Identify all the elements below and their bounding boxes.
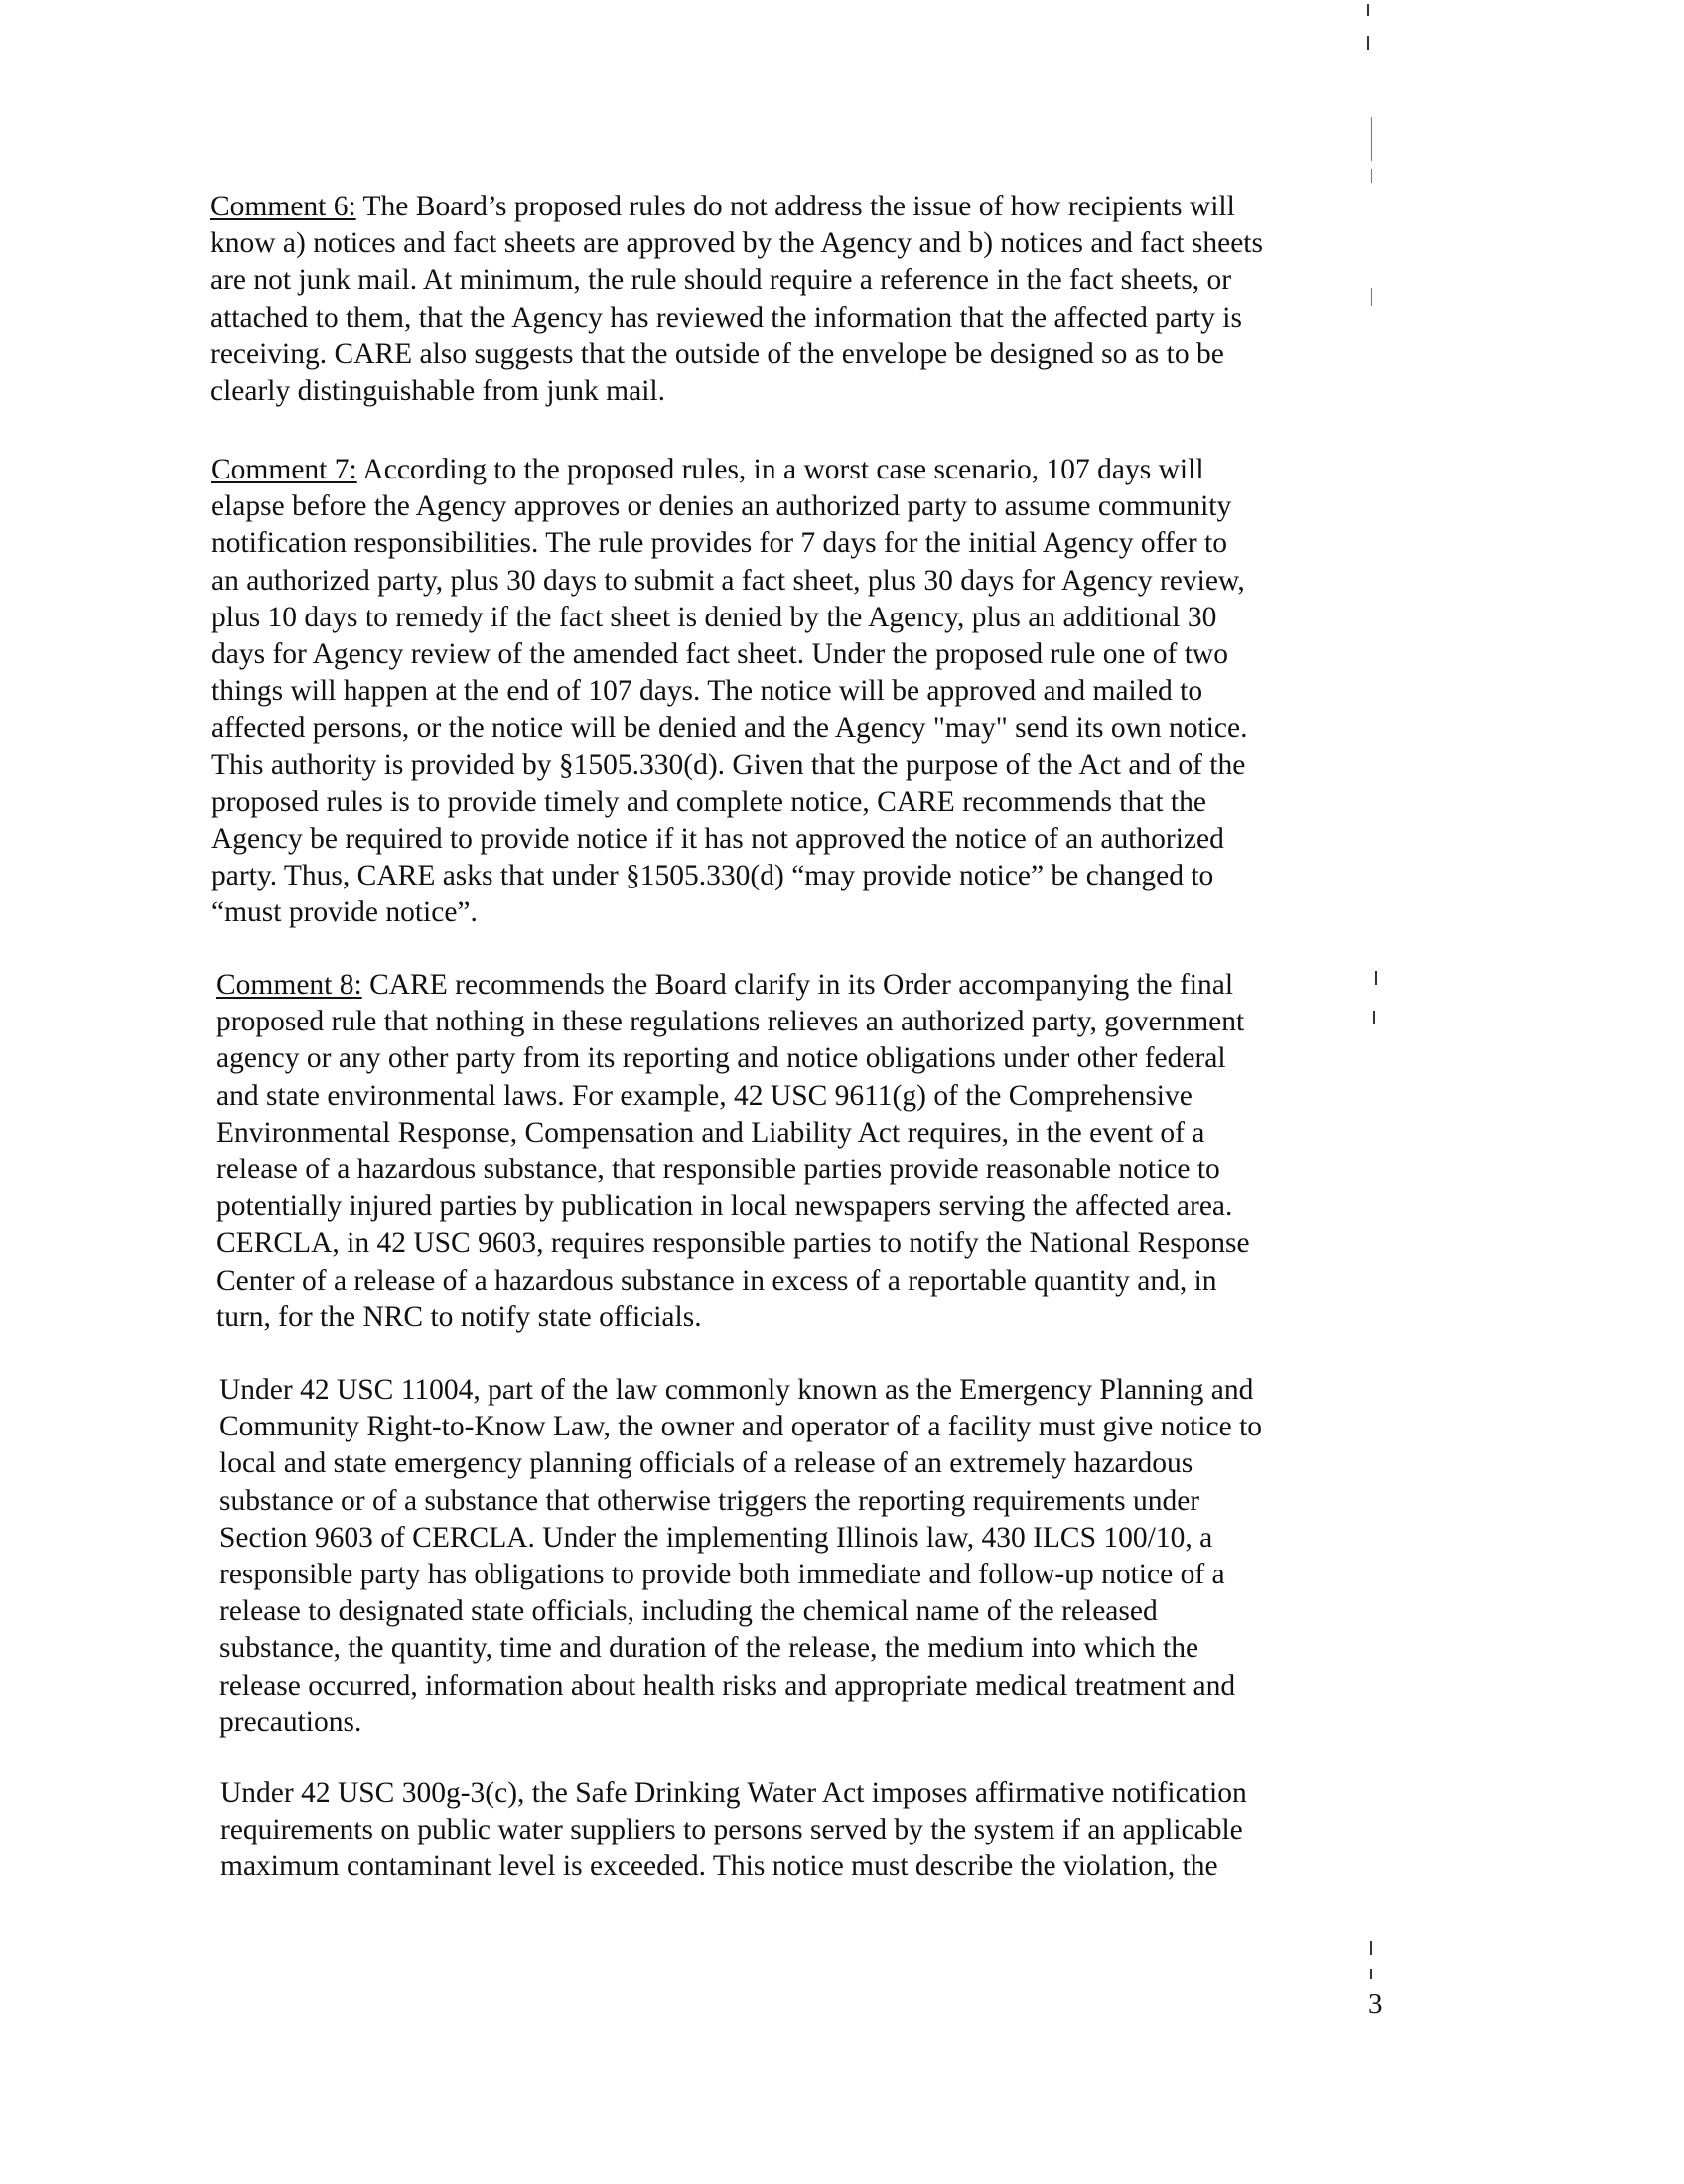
comment-7-paragraph (211, 452, 1398, 932)
page-number: 3 (1368, 1988, 1383, 2020)
comment-8-heading: Comment 8: (216, 969, 362, 1001)
comment-7-body: According to the proposed rules, in a worst case scenario, 107 days will elapse before the Agency approves or denies an authorized party to assume community notification responsibilities. The rule provides for 7 days for the initial Agency offer to an authorized party, plus 30 days to submit a fact sheet, plus 30 days for Agency review, plus 10 days to remedy if the fact sheet is denied by the Agency, plus an additional 30 days for Agency review of the amended fact sheet. Under the proposed rule one of two things will happen at the end of 107 days. The notice will be approved and mailed to affected persons, or the notice will be denied and the Agency "may" send its own notice. This authority is provided by §1505.330(d). Given that the purpose of the Act and of the proposed rules is to provide timely and complete notice, CARE recommends that the Agency be required to provide notice if it has not approved the notice of an authorized party. Thus, CARE asks that under §1505.330(d) “may provide notice” be changed to “must provide notice”. (211, 454, 1248, 929)
comment-7-heading: Comment 7: (211, 454, 357, 485)
scan-mark (1370, 1969, 1372, 1979)
scan-mark (1371, 169, 1372, 183)
comment-6-heading: Comment 6: (210, 191, 356, 222)
comment-6-paragraph (210, 189, 1397, 410)
scan-mark (1367, 4, 1369, 16)
usc-300g-paragraph: Under 42 USC 300g-3(c), the Safe Drinking Water Act imposes affirmative notification requirements on public water suppliers to persons served by the system if an applicable maximum contaminant level is exceeded. This notice must describe the violation, the (220, 1777, 1247, 1883)
scan-mark (1370, 1941, 1372, 1955)
comment-6-body: The Board’s proposed rules do not address the issue of how recipients will know a) notices and fact sheets are approved by the Agency and b) notices and fact sheets are not junk mail. At minimum, the rule should require a reference in the fact sheets, or attached to them, that the Agency has reviewed the information that the affected party is receiving. CARE also suggests that the outside of the envelope be designed so as to be clearly distinguishable from junk mail. (210, 191, 1263, 408)
scan-mark (1371, 117, 1372, 161)
comment-8-body: CARE recommends the Board clarify in its Order accompanying the final proposed rule that nothing in these regulations relieves an authorized party, government agency or any other party from its reporting and notice obligations under other federal and state environmental laws. For example, 42 USC 9611(g) of the Comprehensive Environmental Response, Compensation and Liability Act requires, in the event of a release of a hazardous substance, that responsible parties provide reasonable notice to potentially injured parties by publication in local newspapers serving the affected area. CERCLA, in 42 USC 9603, requires responsible parties to notify the National Response Center of a release of a hazardous substance in excess of a reportable quantity and, in turn, for the NRC to notify state officials. (216, 969, 1250, 1333)
scan-mark (1367, 36, 1369, 50)
comment-8-paragraph (216, 967, 1403, 1336)
usc-11004-paragraph: Under 42 USC 11004, part of the law commonly known as the Emergency Planning and Community Right-to-Know Law, the owner and operator of a facility must give notice to local and state emergency planning officials of a release of an extremely hazardous substance or of a substance that otherwise triggers the reporting requirements under Section 9603 of CERCLA. Under the implementing Illinois law, 430 ILCS 100/10, a responsible party has obligations to provide both immediate and follow-up notice of a release to designated state officials, including the chemical name of the released substance, the quantity, time and duration of the release, the medium into which the release occurred, information about health risks and appropriate medical treatment and precautions. (219, 1374, 1263, 1738)
